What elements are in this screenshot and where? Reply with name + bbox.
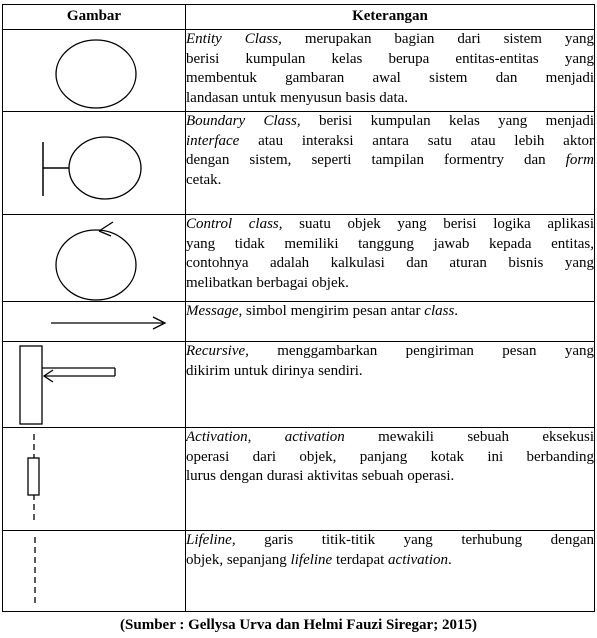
text-run: dikirim untuk dirinya sendiri.	[186, 362, 363, 379]
message-arrow-icon	[3, 302, 186, 342]
text-run: atau interaksi antara satu atau lebih aktor	[239, 132, 594, 149]
italic-term: class	[424, 303, 455, 319]
table-row	[3, 112, 595, 215]
description-line	[186, 274, 594, 294]
uml-symbol-table	[2, 4, 595, 612]
table-row	[3, 30, 595, 112]
table-row	[3, 302, 595, 342]
entity-class-icon	[3, 30, 186, 112]
header-gambar: Gambar	[3, 5, 186, 30]
description-cell	[186, 428, 595, 531]
table-row	[3, 215, 595, 302]
description-line	[186, 551, 594, 571]
description-text	[186, 30, 594, 108]
text-run: landasan untuk menyusun basis data.	[186, 89, 409, 106]
text-run: berisi kumpulan kelas yang menjadi	[300, 113, 594, 129]
symbol-cell	[3, 112, 186, 215]
control-class-icon	[3, 215, 186, 302]
description-text	[186, 342, 594, 381]
description-line	[186, 467, 594, 487]
text-run: yang tidak memiliki tanggung jawab kepada entitas,	[186, 235, 594, 252]
text-run: , simbol mengirim pesan antar	[238, 303, 425, 319]
description-line	[186, 132, 594, 152]
description-line	[186, 30, 594, 50]
boundary-class-icon	[3, 112, 186, 215]
description-line	[186, 531, 594, 551]
table-row	[3, 531, 595, 612]
symbol-cell	[3, 342, 186, 428]
description-line	[186, 112, 594, 132]
description-cell	[186, 531, 595, 612]
description-line	[186, 50, 594, 70]
description-line	[186, 302, 594, 322]
description-cell	[186, 112, 595, 215]
source-caption: (Sumber : Gellysa Urva dan Helmi Fauzi Siregar; 2015)	[120, 617, 477, 633]
description-line	[186, 428, 594, 448]
description-line	[186, 235, 594, 255]
table-header-row	[3, 5, 595, 30]
symbol-cell	[3, 30, 186, 112]
symbol-cell	[3, 215, 186, 302]
text-run: berisi kumpulan kelas berupa entitas-entitas yang	[186, 50, 594, 67]
italic-term: Lifeline,	[186, 532, 236, 548]
italic-term: Boundary Class,	[186, 113, 301, 129]
italic-term: lifeline	[290, 551, 333, 568]
italic-term: Control class,	[186, 216, 283, 232]
activation-icon	[3, 428, 186, 531]
italic-term: activation	[388, 551, 449, 568]
text-run: dengan sistem, seperti tampilan formentry dan	[186, 152, 566, 169]
description-line	[186, 151, 594, 171]
text-run: menggambarkan pengiriman pesan yang	[248, 343, 594, 359]
description-cell	[186, 30, 595, 112]
italic-term: Activation, activation	[186, 429, 345, 445]
description-line	[186, 342, 594, 362]
text-run: melibatkan berbagai objek.	[186, 274, 349, 291]
italic-term: interface	[186, 132, 240, 149]
lifeline-icon	[3, 531, 186, 612]
text-run: .	[454, 303, 459, 319]
description-cell	[186, 215, 595, 302]
text-run: terdapat	[332, 551, 389, 568]
symbol-cell	[3, 302, 186, 342]
text-run: mewakili sebuah eksekusi	[344, 429, 594, 445]
description-cell	[186, 302, 595, 342]
description-line	[186, 215, 594, 235]
text-run: contohnya adalah kalkulasi dan aturan bisnis yang	[186, 255, 594, 272]
italic-term: Recursive,	[186, 343, 249, 359]
description-line	[186, 171, 594, 191]
description-line	[186, 89, 594, 109]
table-row	[3, 342, 595, 428]
text-run: cetak.	[186, 171, 222, 188]
text-run: membentuk gambaran awal sistem dan menjadi	[186, 70, 594, 87]
text-run: lurus dengan durasi aktivitas sebuah operasi.	[186, 468, 455, 485]
italic-term: Message	[186, 303, 239, 319]
symbol-cell	[3, 428, 186, 531]
header-keterangan: Keterangan	[186, 5, 595, 30]
description-text	[186, 302, 594, 322]
text-run: objek, sepanjang	[186, 551, 291, 568]
description-line	[186, 448, 594, 468]
description-line	[186, 362, 594, 382]
description-text	[186, 112, 594, 190]
italic-term: form	[565, 152, 594, 169]
description-line	[186, 254, 594, 274]
symbol-cell	[3, 531, 186, 612]
description-cell	[186, 342, 595, 428]
text-run: operasi dari objek, panjang kotak ini berbanding	[186, 448, 594, 465]
recursive-icon	[3, 342, 186, 428]
text-run: merupakan bagian dari sistem yang	[281, 31, 595, 47]
text-run: .	[448, 551, 452, 568]
text-run: suatu objek yang berisi logika aplikasi	[282, 216, 594, 232]
description-text	[186, 531, 594, 570]
text-run: garis titik-titik yang terhubung dengan	[235, 532, 594, 548]
description-text	[186, 215, 594, 293]
description-text	[186, 428, 594, 487]
table-row	[3, 428, 595, 531]
description-line	[186, 69, 594, 89]
italic-term: Entity Class,	[186, 31, 282, 47]
